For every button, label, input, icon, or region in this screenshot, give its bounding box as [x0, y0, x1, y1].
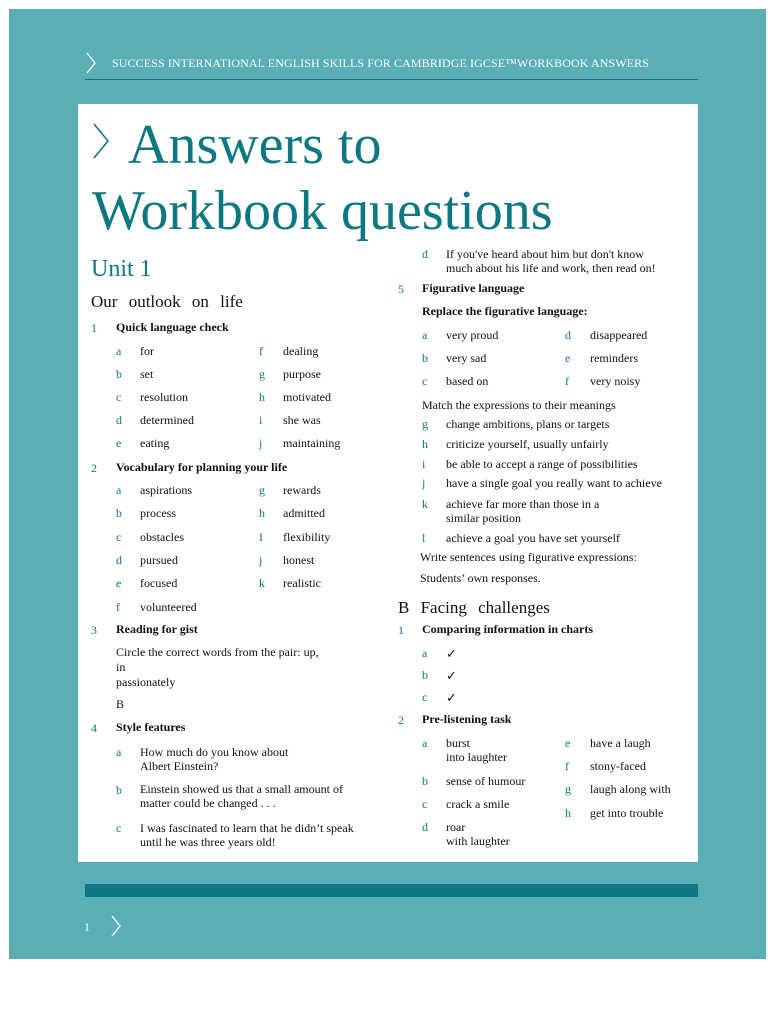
- answer-letter: g: [259, 483, 265, 497]
- chevron-right-icon: [85, 52, 97, 74]
- answer-letter: h: [259, 506, 265, 520]
- check-mark-icon: ✓: [446, 646, 457, 661]
- answer-text: have a single goal you really want to achieve: [446, 476, 662, 490]
- answer-letter: c: [116, 530, 122, 544]
- answer-text: dealing: [283, 344, 319, 358]
- chevron-right-icon: [110, 915, 122, 937]
- answer-letter: b: [116, 506, 122, 520]
- answer-text: process: [140, 506, 176, 520]
- unit-heading: Unit 1: [91, 256, 152, 282]
- section-b-heading: B Facing challenges: [398, 598, 550, 617]
- question-number: 2: [91, 461, 97, 475]
- answer-text: determined: [140, 413, 194, 427]
- answer-text: be able to accept a range of possibilities: [446, 457, 638, 471]
- answer-text: very proud: [446, 328, 499, 342]
- answer-text: similar position: [446, 511, 521, 525]
- answer-letter: d: [116, 553, 122, 567]
- answer-letter: f: [565, 759, 569, 773]
- answer-letter: d: [116, 413, 122, 427]
- answer-text: rewards: [283, 483, 321, 497]
- answer-letter: I: [259, 530, 263, 544]
- answer-text: crack a smile: [446, 797, 510, 811]
- answer-letter: a: [116, 344, 122, 358]
- answer-letter: a: [116, 745, 122, 759]
- answer-text: volunteered: [140, 600, 197, 614]
- answer-letter: j: [422, 476, 426, 490]
- answer-text: honest: [283, 553, 315, 567]
- answer-letter: e: [565, 736, 571, 750]
- answer-text: with laughter: [446, 834, 510, 848]
- answer-letter: b: [422, 351, 428, 365]
- answer-letter: e: [565, 351, 571, 365]
- question-number: 3: [91, 623, 97, 637]
- answer-text: get into trouble: [590, 806, 664, 820]
- answer-text: laugh along with: [590, 782, 671, 796]
- answer-text: Students’ own responses.: [420, 571, 541, 585]
- question-title: Comparing information in charts: [422, 622, 593, 636]
- answer-letter: f: [116, 600, 120, 614]
- answer-text: achieve a goal you have set yourself: [446, 531, 620, 545]
- instruction-text: Circle the correct words from the pair: up,: [116, 645, 319, 659]
- answer-letter: c: [116, 390, 122, 404]
- answer-text: Albert Einstein?: [140, 759, 219, 773]
- answer-text: How much do you know about: [140, 745, 289, 759]
- answer-letter: g: [422, 417, 428, 431]
- answer-text: into laughter: [446, 750, 507, 764]
- answer-text: criticize yourself, usually unfairly: [446, 437, 609, 451]
- answer-letter: h: [565, 806, 571, 820]
- question-number: 2: [398, 713, 404, 727]
- answer-text: set: [140, 367, 154, 381]
- answer-text: very noisy: [590, 374, 641, 388]
- answer-text: stony-faced: [590, 759, 646, 773]
- answer-letter: i: [259, 413, 263, 427]
- answer-letter: b: [116, 783, 122, 797]
- instruction-text: Write sentences using figurative expressions:: [420, 550, 637, 564]
- answer-text: purpose: [283, 367, 321, 381]
- check-mark-icon: ✓: [446, 690, 457, 705]
- answer-letter: d: [422, 820, 428, 834]
- answer-letter: k: [259, 576, 265, 590]
- answer-text: motivated: [283, 390, 331, 404]
- answer-letter: e: [116, 576, 122, 590]
- answer-letter: j: [259, 436, 263, 450]
- answer-text: flexibility: [283, 530, 331, 544]
- answer-letter: c: [422, 374, 428, 388]
- answer-text: I was fascinated to learn that he didn’t speak: [140, 821, 354, 835]
- answer-letter: a: [422, 646, 428, 660]
- answer-text: very sad: [446, 351, 487, 365]
- answer-letter: h: [422, 437, 428, 451]
- answer-letter: c: [116, 821, 122, 835]
- instruction-text: in: [116, 660, 126, 674]
- answer-text: matter could be changed . . .: [140, 796, 276, 810]
- check-mark-icon: ✓: [446, 668, 457, 683]
- answer-letter: j: [259, 553, 263, 567]
- answer-text: eating: [140, 436, 170, 450]
- question-number: 1: [91, 321, 97, 335]
- answer-text: If you've heard about him but don't know: [446, 247, 644, 261]
- answer-text: have a laugh: [590, 736, 651, 750]
- page-title: [92, 112, 553, 244]
- answer-text: burst: [446, 736, 470, 750]
- question-subtitle: Replace the figurative language:: [422, 304, 588, 318]
- question-number: 5: [398, 282, 404, 296]
- answer-letter: b: [116, 367, 122, 381]
- section-a-heading: Our outlook on life: [91, 292, 243, 311]
- question-title: Vocabulary for planning your life: [116, 460, 288, 474]
- question-title: Quick language check: [116, 320, 229, 334]
- answer-text: based on: [446, 374, 489, 388]
- answer-text: much about his life and work, then read on!: [446, 261, 656, 275]
- answer-text: resolution: [140, 390, 188, 404]
- instruction-text: passionately: [116, 675, 176, 689]
- title-line-1: Answers to: [128, 114, 382, 176]
- answer-letter: f: [259, 344, 263, 358]
- answer-letter: a: [422, 328, 428, 342]
- answer-text: for: [140, 344, 154, 358]
- answer-text: disappeared: [590, 328, 648, 342]
- answer-text: admitted: [283, 506, 325, 520]
- answer-letter: g: [565, 782, 571, 796]
- answer-text: sense of humour: [446, 774, 526, 788]
- question-number: 4: [91, 721, 97, 735]
- answer-text: she was: [283, 413, 321, 427]
- answer-text: obstacles: [140, 530, 184, 544]
- answer-text: change ambitions, plans or targets: [446, 417, 610, 431]
- answer-letter: h: [259, 390, 265, 404]
- answer-text: maintaining: [283, 436, 341, 450]
- question-number: 1: [398, 623, 404, 637]
- answer-letter: a: [422, 736, 428, 750]
- answer-letter: g: [259, 367, 265, 381]
- answer-text: reminders: [590, 351, 638, 365]
- header-text: SUCCESS INTERNATIONAL ENGLISH SKILLS FOR CAMBRIDGE IGCSE™WORKBOOK ANSWERS: [112, 56, 649, 70]
- page-number: 1: [84, 920, 90, 934]
- answer-text: achieve far more than those in a: [446, 497, 600, 511]
- answer-text: roar: [446, 820, 466, 834]
- answer-letter: b: [422, 774, 428, 788]
- answer-letter: b: [422, 668, 428, 682]
- answer-letter: c: [422, 797, 428, 811]
- instruction-text: Match the expressions to their meanings: [422, 398, 616, 412]
- answer-letter: k: [422, 497, 428, 511]
- answer-letter: d: [422, 247, 428, 261]
- answer-text: Einstein showed us that a small amount of: [140, 782, 343, 796]
- answer-letter: a: [116, 483, 122, 497]
- answer-letter: i: [422, 457, 426, 471]
- answer-text: B: [116, 697, 125, 711]
- question-title: Style features: [116, 720, 186, 734]
- answer-text: realistic: [283, 576, 321, 590]
- question-title: Pre-listening task: [422, 712, 512, 726]
- answer-text: aspirations: [140, 483, 192, 497]
- title-line-2: Workbook questions: [92, 180, 553, 242]
- answer-letter: f: [565, 374, 569, 388]
- question-title: Figurative language: [422, 281, 525, 295]
- answer-text: pursued: [140, 553, 178, 567]
- question-title: Reading for gist: [116, 622, 198, 636]
- answer-text: focused: [140, 576, 178, 590]
- answer-letter: d: [565, 328, 571, 342]
- answer-text: until he was three years old!: [140, 835, 276, 849]
- running-header: [85, 52, 698, 80]
- answer-letter: e: [116, 436, 122, 450]
- footer-bar: [85, 884, 698, 897]
- answer-letter: c: [422, 690, 428, 704]
- answer-letter: l: [422, 531, 426, 545]
